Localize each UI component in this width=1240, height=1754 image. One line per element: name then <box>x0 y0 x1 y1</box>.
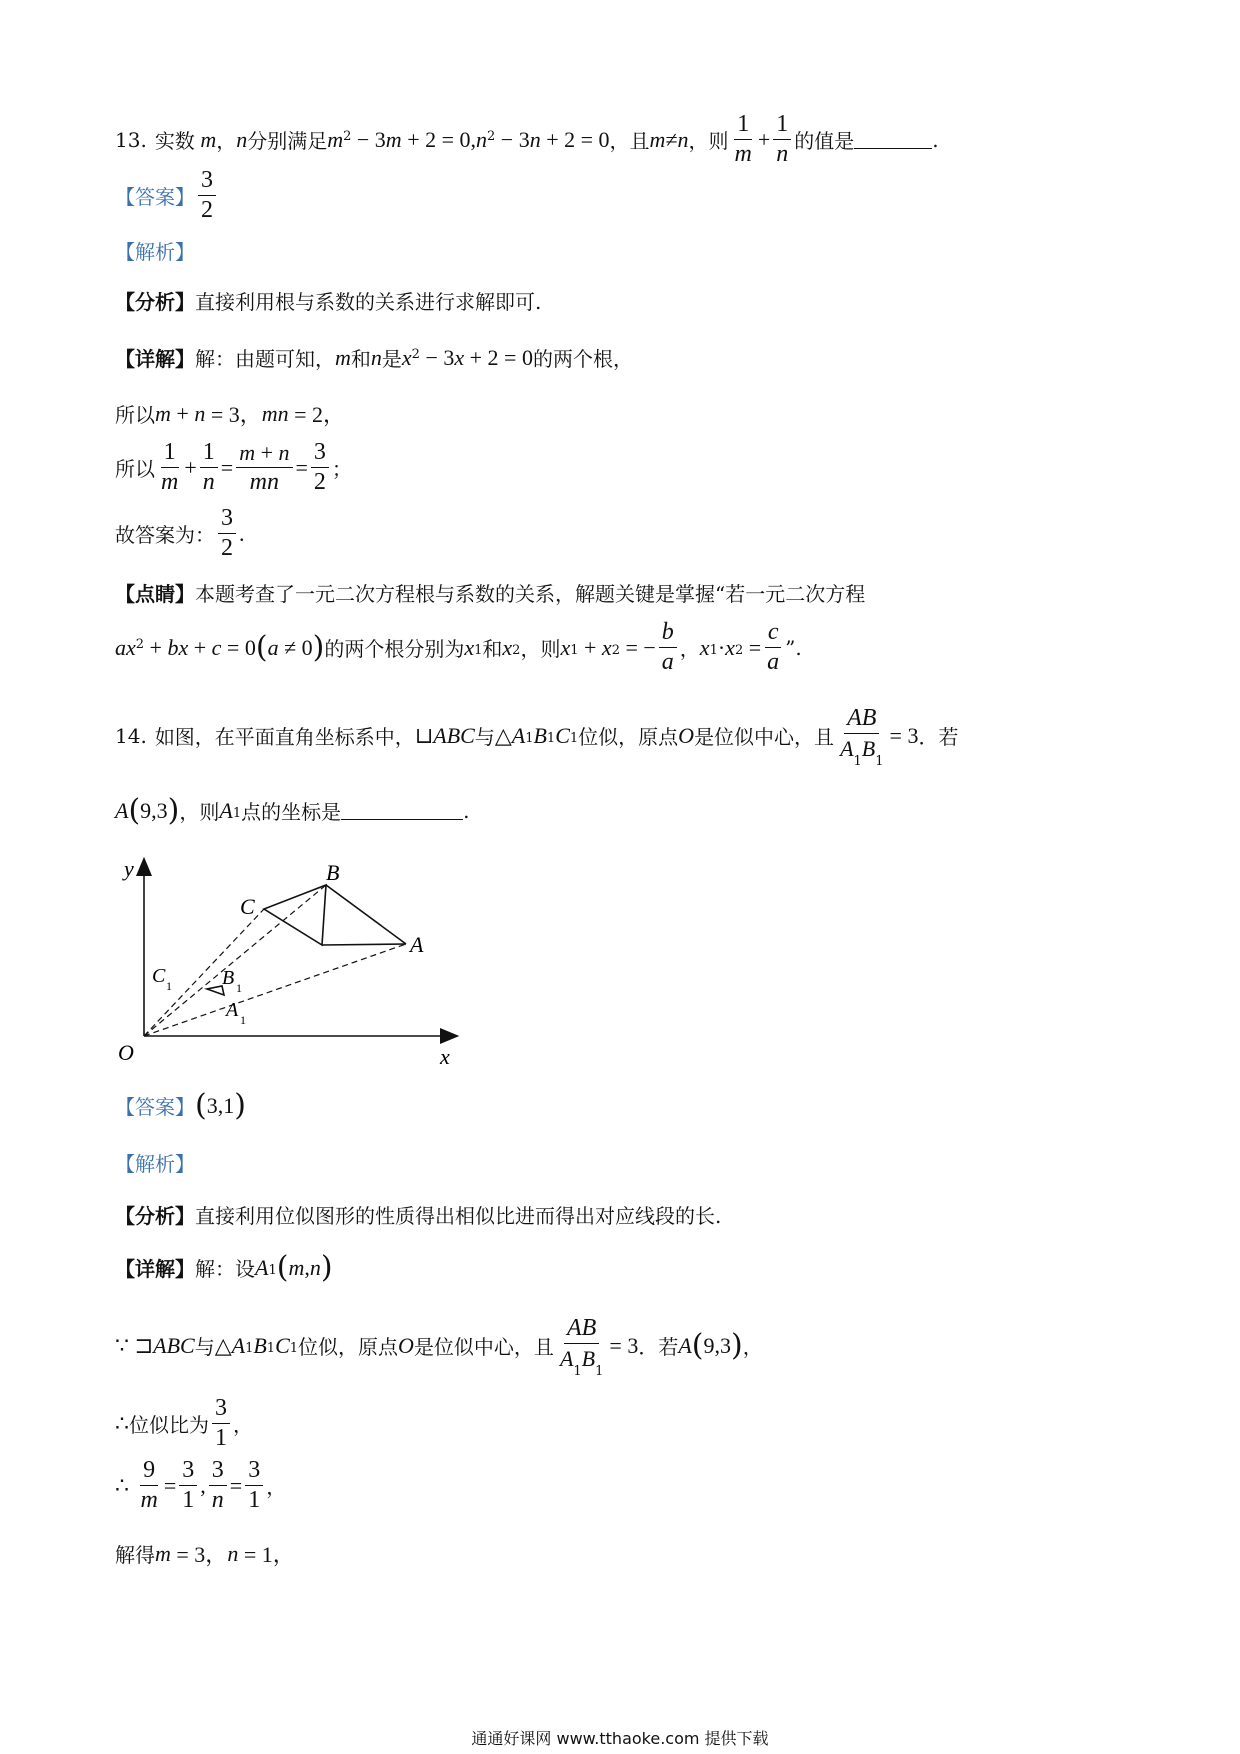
q13-answer: 【答案】 $\frac{3}{2}$ <box>115 168 219 223</box>
answer-blank[interactable] <box>854 130 932 149</box>
q13-number: 13. <box>115 127 147 152</box>
q14-stem: 14. 如图，在平面直角坐标系中， ⊔ ABC 与 △ A $_1$ B $_1$ C $_1$ 位似，原点 O 是位似中心，且 $\frac{AB}{A_1B_1}$ = 3 ．若 <box>115 705 959 769</box>
q13-fraction-sum: 所以 $\frac{1}{m}$ + $\frac{1}{n}$ = $\frac{m + n}{mn}$ = $\frac{3}{2}$ ； <box>115 439 352 496</box>
q13-stem: 13. 实数 m ， n 分别满足 m $^2$ − 3 m + 2 = 0, n $^2$ − 3 n + 2 = 0 ，且 m ≠ n ，则 $\frac{1}{m}$ + $\frac{1}{n}$ 的值是 . <box>115 111 939 168</box>
label-b1: B <box>222 967 235 989</box>
q13-analysis-tag: 【解析】 <box>115 240 195 264</box>
label-c1: C <box>152 965 166 987</box>
q14-solve: 解得 m = 3， n = 1， <box>115 1540 295 1567</box>
q14-because: ∵ ⊐ ABC 与 △ A $_1$ B $_1$ C $_1$ 位似，原点 O 是位似中心，且 $\frac{AB}{A_1B_1}$ = 3 ．若 A ( 9,3 ) ， <box>115 1315 763 1379</box>
answer-tag: 【答案】 <box>115 185 195 210</box>
footer-source: 通通好课网 www.tthaoke.com 提供下载 <box>471 1729 769 1748</box>
label-y: y <box>124 856 134 881</box>
similarity-figure <box>108 848 468 1073</box>
q13-sum-product: 所以 m + n = 3， mn = 2， <box>115 400 346 427</box>
q14-number: 14. <box>115 723 147 748</box>
q14-analysis-tag: 【解析】 <box>115 1152 195 1176</box>
label-x: x <box>440 1044 450 1068</box>
q13-fenxi: 【分析】 直接利用根与系数的关系进行求解即可. <box>115 290 542 314</box>
q13-dianjing-formula: ax $^2$ + bx + c = 0 ( a ≠ 0 ) 的两个根分别为 x $_1$ 和 x $_2$ ，则 x $_1$ + x $_2$ = − $\frac{b}{a}$ ， x $_1$ · x $_2$ = $\frac{c}{a}$ ”. <box>115 619 802 676</box>
q13-final: 故答案为： $\frac{3}{2}$ . <box>115 505 245 562</box>
svg-text:1: 1 <box>236 981 242 995</box>
label-a1: A <box>226 999 239 1021</box>
label-a: A <box>410 932 424 957</box>
q14-stem-2: A ( 9,3 ) ，则 A $_1$ 点的坐标是 . <box>115 793 470 828</box>
q14-proportion: ∴ $\frac{9}{m}$ = $\frac{3}{1}$ , $\frac{3}{n}$ = $\frac{3}{1}$ ， <box>115 1457 287 1514</box>
q14-xiangjie: 【详解】 解：设 A $_1$ ( m , n ) <box>115 1250 333 1285</box>
svg-text:1: 1 <box>166 979 172 993</box>
label-c: C <box>240 894 255 919</box>
q13-dianjing: 【点睛】 本题考查了一元二次方程根与系数的关系，解题关键是掌握“若一元二次方程 <box>115 582 866 606</box>
q14-answer: 【答案】 ( 3,1 ) <box>115 1088 246 1123</box>
dash-oa <box>144 944 406 1036</box>
coordinate-diagram <box>108 848 468 1068</box>
q14-ratio: ∴ 位似比为 $\frac{3}{1}$ ， <box>115 1395 253 1452</box>
answer-blank[interactable] <box>341 801 463 820</box>
label-o: O <box>118 1040 134 1065</box>
svg-text:1: 1 <box>240 1013 246 1027</box>
q14-fenxi: 【分析】 直接利用位似图形的性质得出相似比进而得出对应线段的长. <box>115 1204 722 1228</box>
label-b: B <box>326 860 340 885</box>
q13-xiangjie: 【详解】 解：由题可知， m 和 n 是 x $^2$ − 3 x + 2 = 0 的两个根， <box>115 344 633 371</box>
triangle-abc <box>264 885 326 945</box>
